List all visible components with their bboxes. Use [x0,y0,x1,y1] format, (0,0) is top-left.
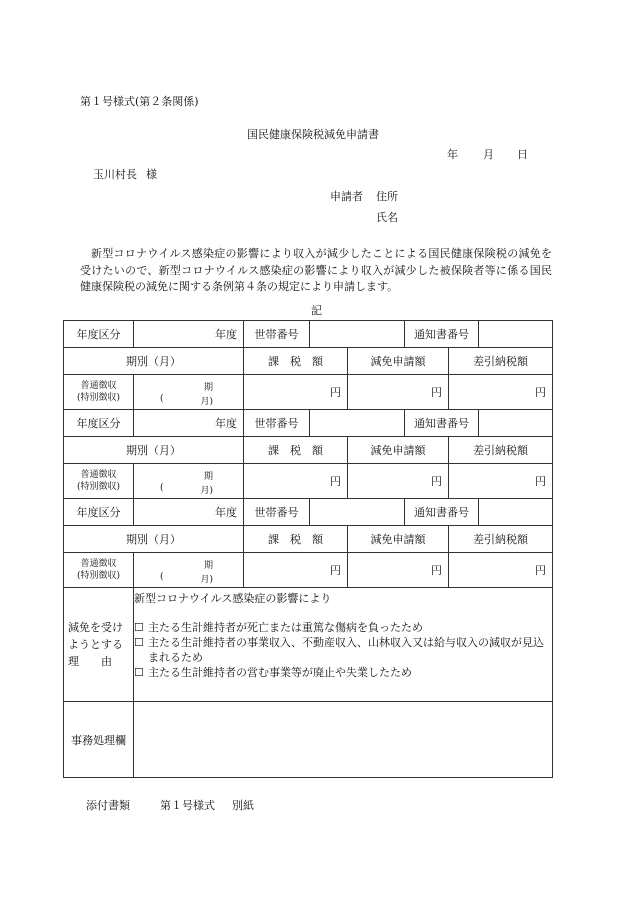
fiscal-year-field[interactable]: 年度 [134,499,244,526]
fiscal-year-field[interactable]: 年度 [134,321,244,348]
household-number-field[interactable] [310,321,405,348]
fiscal-year-label: 年度区分 [64,499,134,526]
document-title: 国民健康保険税減免申請書 [247,128,379,141]
household-number-field[interactable] [310,499,405,526]
household-number-label: 世帯番号 [244,410,310,437]
tax-amount-field[interactable]: 円 [244,464,348,499]
collection-type: 普通徴収 (特別徴収) [64,464,134,499]
notice-number-field[interactable] [479,321,553,348]
household-number-label: 世帯番号 [244,499,310,526]
attachment-label: 添付書類 [86,799,130,812]
reduction-amount-field[interactable]: 円 [348,553,449,588]
office-use-label: 事務処理欄 [64,702,134,778]
attachment-form: 第１号様式 [160,799,215,812]
name-label: 氏名 [376,211,398,224]
period-field[interactable]: 期 ( 月) [134,464,244,499]
notice-number-label: 通知書番号 [405,410,479,437]
checkbox[interactable]: ☐ [134,666,144,679]
reason-intro: 新型コロナウイルス感染症の影響により [134,592,332,605]
date-day-label: 日 [517,148,528,161]
reason-option-death[interactable]: ☐ 主たる生計維持者が死亡または重篤な傷病を負ったため [134,621,423,634]
date-month-label: 月 [483,148,494,161]
tax-amount-field[interactable]: 円 [244,375,348,410]
tax-amount-field[interactable]: 円 [244,553,348,588]
difference-amount-header: 差引納税額 [449,437,553,464]
period-header: 期別（月） [64,526,244,553]
amount-row [64,464,553,499]
notice-number-field[interactable] [479,410,553,437]
reduction-amount-field[interactable]: 円 [348,375,449,410]
reason-options [134,588,553,702]
period-field[interactable]: 期 ( 月) [134,553,244,588]
notice-number-label: 通知書番号 [405,321,479,348]
period-header: 期別（月） [64,348,244,375]
collection-type: 普通徴収 (特別徴収) [64,553,134,588]
reduction-amount-header: 減免申請額 [348,437,449,464]
recipient-name: 玉川村長 [93,168,137,181]
address-label: 住所 [376,190,398,203]
amount-header-row [64,526,553,553]
applicant-label: 申請者 [330,190,363,203]
reason-label: 減免を受けようとする理 由 [64,588,134,702]
application-statement: 新型コロナウイルス感染症の影響により収入が減少したことによる国民健康保険税の減免を受けたいので、新型コロナウイルス感染症の影響により収入が減少した被保険者等に係る国民健康保険税の減免に関する条例第４条の規定により申請します。 [80,247,552,293]
period-field[interactable]: 期 ( 月) [134,375,244,410]
notice-number-label: 通知書番号 [405,499,479,526]
reduction-amount-field[interactable]: 円 [348,464,449,499]
difference-amount-field[interactable]: 円 [449,553,553,588]
checkbox[interactable]: ☐ [134,621,144,634]
tax-amount-header: 課 税 額 [244,437,348,464]
period-header: 期別（月） [64,437,244,464]
household-number-field[interactable] [310,410,405,437]
office-use-row [64,702,553,778]
reduction-amount-header: 減免申請額 [348,526,449,553]
office-use-field [134,702,553,778]
fiscal-year-label: 年度区分 [64,410,134,437]
fiscal-year-row [64,410,553,437]
notice-number-field[interactable] [479,499,553,526]
fiscal-year-row [64,321,553,348]
application-table [63,320,553,778]
amount-header-row [64,348,553,375]
reason-option-income-decrease[interactable]: ☐ 主たる生計維持者の事業収入、不動産収入、山林収入又は給与収入の減収が見込まれるため [134,636,544,664]
difference-amount-field[interactable]: 円 [449,464,553,499]
reason-row [64,588,553,702]
reason-option-business-closure[interactable]: ☐ 主たる生計維持者の営む事業等が廃止や失業したため [134,666,412,679]
ki-label: 記 [311,304,322,317]
tax-amount-header: 課 税 額 [244,348,348,375]
form-number: 第１号様式(第２条関係) [80,95,199,108]
date-year-label: 年 [447,148,458,161]
fiscal-year-label: 年度区分 [64,321,134,348]
household-number-label: 世帯番号 [244,321,310,348]
reduction-amount-header: 減免申請額 [348,348,449,375]
checkbox[interactable]: ☐ [134,636,144,649]
difference-amount-header: 差引納税額 [449,526,553,553]
difference-amount-field[interactable]: 円 [449,375,553,410]
fiscal-year-field[interactable]: 年度 [134,410,244,437]
difference-amount-header: 差引納税額 [449,348,553,375]
recipient-honorific: 様 [146,168,157,181]
amount-row [64,553,553,588]
tax-amount-header: 課 税 額 [244,526,348,553]
attachment-extra: 別紙 [232,799,254,812]
amount-header-row [64,437,553,464]
collection-type: 普通徴収 (特別徴収) [64,375,134,410]
fiscal-year-row [64,499,553,526]
amount-row [64,375,553,410]
